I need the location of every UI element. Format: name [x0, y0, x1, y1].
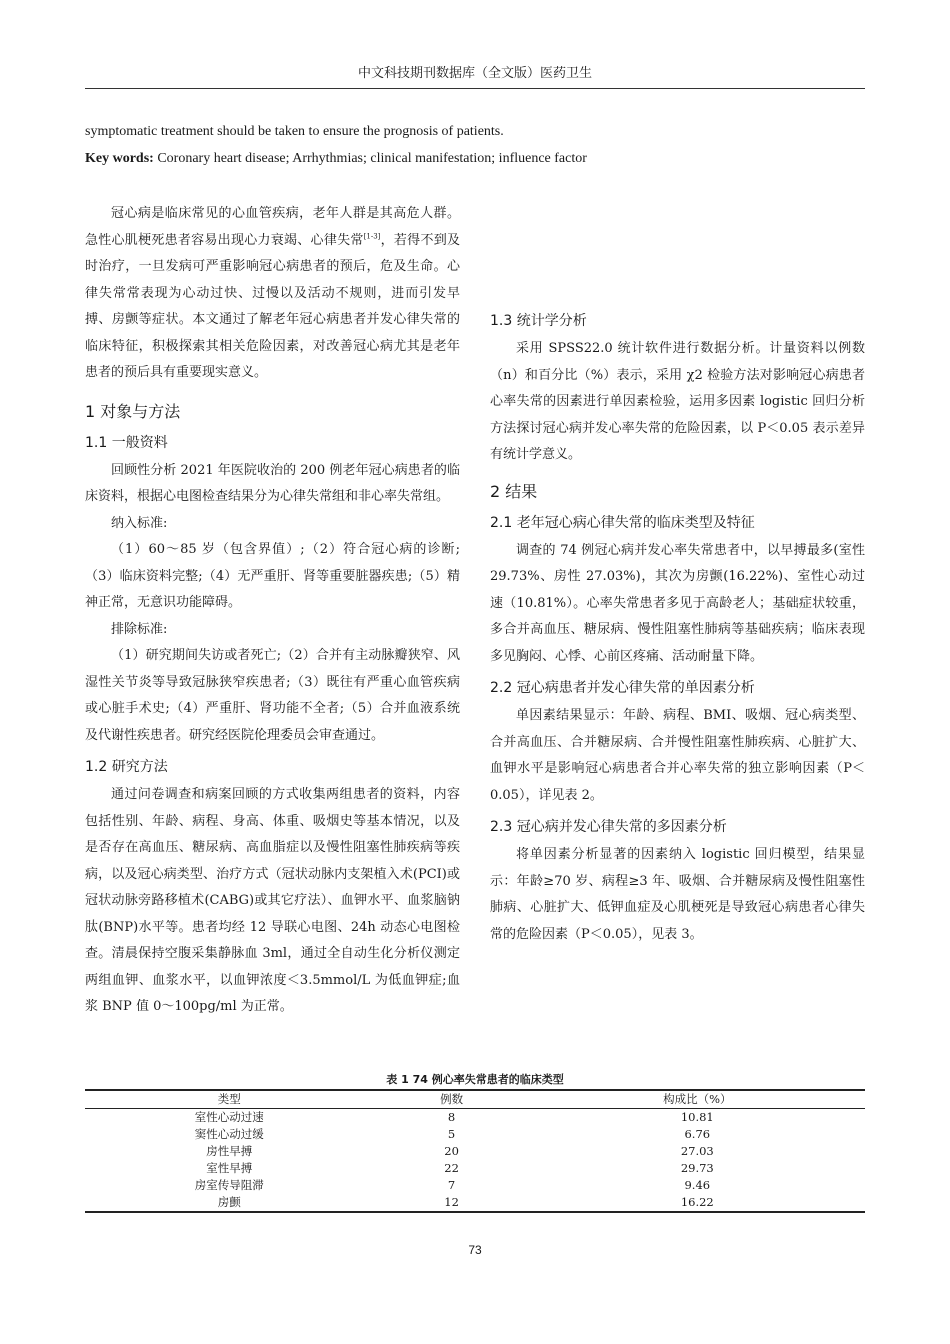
- exclusion-label: 排除标准:: [111, 621, 168, 637]
- section-1-3-heading: 1.3 统计学分析: [490, 313, 587, 329]
- section-2-heading: 2 结果: [490, 481, 538, 501]
- table-row: [85, 1194, 865, 1212]
- table-cell: 房室传导阻滞: [194, 1178, 264, 1192]
- table-header-row: [85, 1090, 865, 1109]
- section-1-1-heading: 1.1 一般资料: [85, 434, 168, 451]
- section-1-2-heading: 1.2 研究方法: [85, 759, 168, 775]
- table-row: [85, 1109, 865, 1127]
- table-header-cell: 例数: [440, 1092, 464, 1106]
- section-2-3-paragraph: 将单因素分析显著的因素纳入 logistic 回归模型，结果显示：年龄≥70 岁、病程≥3 年、吸烟、合并糖尿病及慢性阻塞性肺病、心脏扩大、低钾血症及心肌梗死是导致冠心病患者心律失常的危险因素（P＜0.05），见表 3。: [490, 847, 865, 942]
- table-1: [85, 1089, 865, 1213]
- section-2-2-paragraph: 单因素结果显示：年龄、病程、BMI、吸烟、冠心病类型、合并高血压、合并糖尿病、合并慢性阻塞性肺疾病、心脏扩大、血钾水平是影响冠心病患者合并心率失常的独立影响因素（P＜0.05），详见表 2。: [490, 708, 865, 803]
- table-cell: 窦性心动过缓: [194, 1127, 264, 1141]
- table-cell: 29.73: [680, 1161, 714, 1175]
- table-cell: 22: [444, 1161, 459, 1175]
- intro-text-2: ，若得不到及时治疗，一旦发病可严重影响冠心病患者的预后，危及生命。心律失常常表现为心动过快、过慢以及活动不规则，进而引发早搏、房颤等症状。本文通过了解老年冠心病患者并发心律失常的临床特征，积极探索其相关危险因素，对改善冠心病尤其是老年患者的预后具有重要现实意义。: [85, 232, 460, 380]
- table-cell: 9.46: [684, 1178, 711, 1192]
- table-row: [85, 1126, 865, 1143]
- section-2-3-heading: 2.3 冠心病并发心律失常的多因素分析: [490, 819, 727, 835]
- table-row: [85, 1177, 865, 1194]
- table-cell: 6.76: [684, 1127, 711, 1141]
- table-cell: 20: [444, 1144, 459, 1158]
- abstract-end: symptomatic treatment should be taken to ensure the prognosis of patients.: [85, 124, 504, 139]
- keywords: [85, 148, 865, 170]
- table-cell: 10.81: [680, 1110, 714, 1124]
- section-2-2-heading: 2.2 冠心病患者并发心律失常的单因素分析: [490, 680, 755, 696]
- table-cell: 16.22: [680, 1195, 714, 1209]
- section-1-1-paragraph: 回顾性分析 2021 年医院收治的 200 例老年冠心病患者的临床资料，根据心电图检查结果分为心律失常组和非心率失常组。: [85, 462, 460, 504]
- header-divider: [85, 88, 865, 89]
- table-cell: 房颤: [217, 1195, 241, 1209]
- table-1-caption: 表 1 74 例心率失常患者的临床类型: [386, 1073, 564, 1086]
- table-row: [85, 1143, 865, 1160]
- intro-paragraph: [85, 201, 460, 387]
- table-header-cell: 构成比（%）: [663, 1092, 732, 1106]
- left-column: [85, 201, 460, 1021]
- section-2-1-paragraph: 调查的 74 例冠心病并发心率失常患者中，以早搏最多(室性 29.73%、房性 27.03%)，其次为房颤(16.22%)、室性心动过速（10.81%）。心率失常患者多见于高龄老人；基础症状较重，多合并高血压、糖尿病、慢性阻塞性肺病等基础疾病；临床表现多见胸闷、心悸、心前区疼痛、活动耐量下降。: [490, 542, 865, 664]
- keywords-label: Key words:: [85, 151, 154, 166]
- table-cell: 5: [447, 1127, 456, 1141]
- table-row: [85, 1160, 865, 1177]
- page-number: 73: [468, 1243, 482, 1257]
- section-1-heading: 1 对象与方法: [85, 401, 181, 421]
- citation-ref: [1-3]: [363, 232, 381, 241]
- inclusion-criteria: （1）60～85 岁（包含界值）;（2）符合冠心病的诊断;（3）临床资料完整;（4）无严重肝、肾等重要脏器疾患;（5）精神正常，无意识功能障碍。: [85, 542, 460, 610]
- table-cell: 8: [447, 1110, 456, 1124]
- inclusion-label: 纳入标准:: [111, 515, 168, 531]
- table-cell: 室性心动过速: [194, 1110, 264, 1124]
- table-header-cell: 类型: [217, 1092, 241, 1106]
- right-column: [490, 201, 865, 948]
- section-1-2-paragraph: 通过问卷调查和病案回顾的方式收集两组患者的资料，内容包括性别、年龄、病程、身高、体重、吸烟史等基本情况，以及是否存在高血压、糖尿病、高血脂症以及慢性阻塞性肺疾病等疾病，以及冠心病类型、治疗方式（冠状动脉内支架植入术(PCI)或冠状动脉旁路移植术(CABG)或其它疗法）、血钾水平、血浆脑钠肽(BNP)水平等。患者均经 12 导联心电图、24h 动态心电图检查。清晨保持空腹采集静脉血 3ml，通过全自动生化分析仪测定两组血钾、血浆水平，以血钾浓度＜3.5mmol/L 为低血钾症;血浆 BNP 值 0～100pg/ml 为正常。: [85, 787, 460, 1014]
- keywords-text: Coronary heart disease; Arrhythmias; clinical manifestation; influence factor: [153, 151, 587, 166]
- intro-text-1: 冠心病是临床常见的心血管疾病，老年人群是其高危人群。急性心肌梗死患者容易出现心力衰竭、心律失常: [85, 206, 460, 248]
- section-1-3-paragraph: 采用 SPSS22.0 统计软件进行数据分析。计量资料以例数（n）和百分比（%）表示，采用 χ2 检验方法对影响冠心病患者心率失常的因素进行单因素检验，运用多因素 logistic 回归分析方法探讨冠心病并发心率失常的危险因素，以 P＜0.05 表示差异有统计学意义。: [490, 341, 865, 462]
- table-cell: 27.03: [680, 1144, 714, 1158]
- table-cell: 7: [447, 1178, 456, 1192]
- table-cell: 房性早搏: [206, 1144, 253, 1158]
- section-2-1-heading: 2.1 老年冠心病心律失常的临床类型及特征: [490, 514, 755, 531]
- exclusion-criteria: （1）研究期间失访或者死亡;（2）合并有主动脉瓣狭窄、风湿性关节炎等导致冠脉狭窄疾患者;（3）既往有严重心血管疾病或心脏手术史;（4）严重肝、肾功能不全者;（5）合并血液系统及代谢性疾患者。研究经医院伦理委员会审查通过。: [85, 648, 460, 743]
- journal-header: 中文科技期刊数据库（全文版）医药卫生: [357, 66, 592, 81]
- table-cell: 室性早搏: [206, 1161, 253, 1175]
- table-cell: 12: [444, 1195, 459, 1209]
